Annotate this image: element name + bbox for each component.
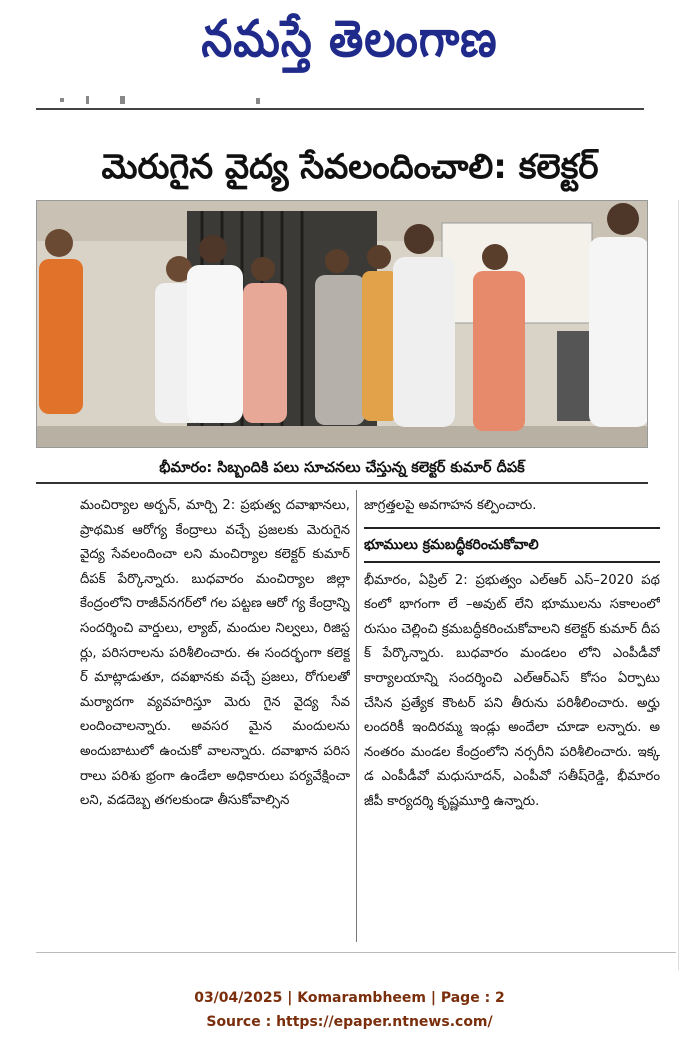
sub-headline: భూములు క్రమబద్ధీకరించుకోవాలి — [364, 527, 660, 563]
right-column-lead: జాగ్రత్తలపై అవగాహన కల్పించారు. — [364, 498, 537, 513]
footer-date-edition: 03/04/2025 | Komarambheem | Page : 2 — [194, 990, 505, 1006]
left-column-text: మంచిర్యాల అర్బన్, మార్చి 2: ప్రభుత్వ దవాఖానలు, ప్రాథమిక ఆరోగ్య కేంద్రాలు వచ్చే ప్రజలకు మెరుగైన వైద్య సేవలందించా లని మంచిర్యాల కలెక్టర్ కుమార్ దీపక్ పేర్కొన్నారు. బుధవారం మంచిర్యాల జిల్లా కేంద్రంలోని రాజీవ్‌నగర్‌లో గల పట్టణ ఆరో గ్య కేంద్రాన్ని సందర్శించి వార్డులు, ల్యాబ్, మందుల నిల్వలు, రిజిస్టర్లు, పరిసరాలను పరిశీలించారు. ఈ సందర్భంగా కలెక్టర్ మాట్లాడుతూ, దవఖానకు వచ్చే ప్రజలు, రోగులతో మర్యాదగా వ్యవహరిస్తూ మెరు గైన వైద్య సేవలందించాలన్నారు. అవసర మైన మందులను అందుబాటులో ఉంచుకో వాలన్నారు. దవాఖాన పరిసరాలు పరిశు భ్రంగా ఉండేలా అధికారులు పర్యవేక్షించా లని, వడదెబ్బ తగలకుండా తీసుకోవాల్సిన — [80, 498, 350, 809]
scan-artifact-marks — [60, 92, 280, 106]
scan-marks — [60, 92, 280, 109]
masthead-title: నమస్తే తెలంగాణ — [201, 10, 498, 69]
top-divider — [36, 108, 644, 110]
newspaper-masthead — [0, 4, 699, 76]
footer-source: Source : https://epaper.ntnews.com/ — [206, 1014, 493, 1030]
page-edge-line — [678, 200, 679, 970]
bottom-divider — [36, 952, 676, 953]
column-divider — [356, 490, 357, 942]
article-left-column — [80, 494, 350, 940]
news-photo — [36, 200, 648, 448]
article-headline: మెరుగైన వైద్య సేవలందించాలి: కలెక్టర్ — [101, 147, 599, 187]
article-right-column — [364, 494, 660, 940]
photo-caption: భీమారం: సిబ్బందికి పలు సూచనలు చేస్తున్న కలెక్టర్ కుమార్ దీపక్ — [36, 452, 648, 484]
right-column-text: భీమారం, ఏప్రిల్ 2: ప్రభుత్వం ఎల్‌ఆర్ ఎస్–2020 పథకంలో భాగంగా లే –అవుట్ లేని భూములను సకాలంలో రుసుం చెల్లించి క్రమబద్ధీకరించుకోవాలని కలెక్టర్ కుమార్ దీపక్ పేర్కొన్నారు. బుధవారం మండలం లోని ఎంపీడీవో కార్యాలయాన్ని సందర్శించి ఎల్‌ఆర్ఎస్ కోసం ఏర్పాటు చేసిన ప్రత్యేక కౌంటర్ పని తీరును పరిశీలించారు. అర్హు లందరికీ ఇందిరమ్మ ఇండ్లు అందేలా చూడా లన్నారు. అనంతరం మండల కేంద్రంలోని నర్సరీని పరిశీలించారు. ఇక్కడ ఎంపీడీవో మధుసూదన్, ఎంపీవో సతీష్‌రెడ్డి, భీమారం జీపీ కార్యదర్శి కృష్ణమూర్తి ఉన్నారు. — [364, 572, 660, 809]
news-photo-illustration — [37, 201, 648, 448]
